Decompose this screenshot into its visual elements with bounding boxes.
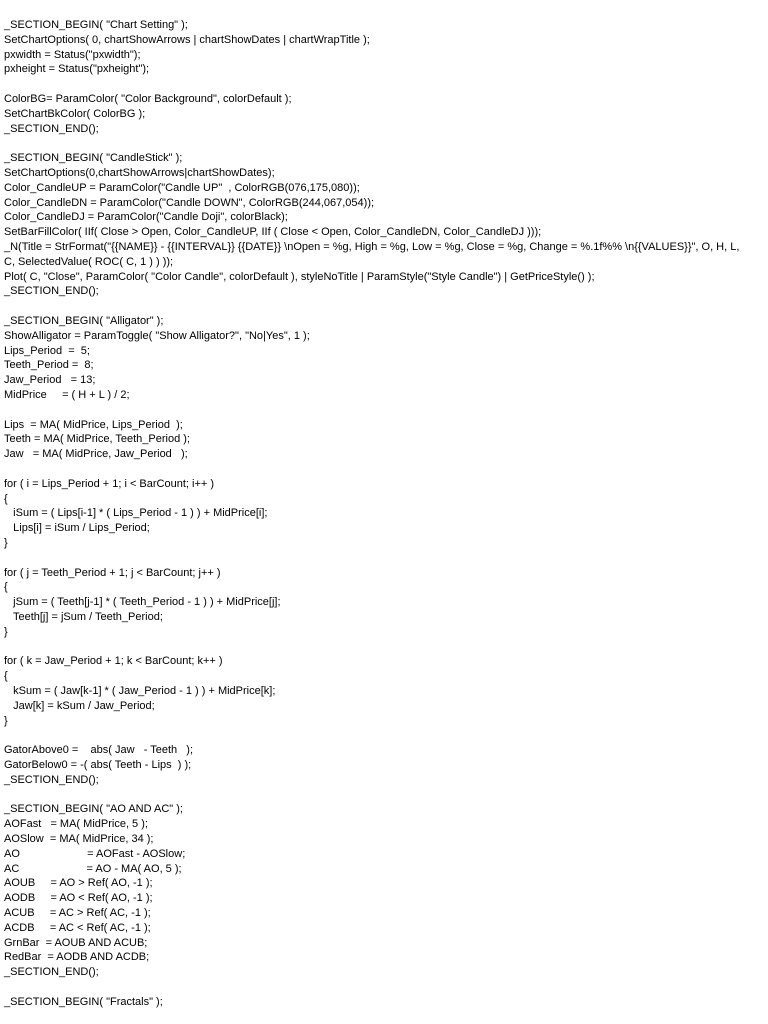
code-line: ColorBG= ParamColor( "Color Background", colorDefault ); xyxy=(4,93,292,105)
code-line: Teeth = MA( MidPrice, Teeth_Period ); xyxy=(4,433,190,446)
code-line: pxwidth = Status("pxwidth"); xyxy=(4,48,141,61)
code-line: SetChartBkColor( ColorBG ); xyxy=(4,107,146,120)
code-line: _SECTION_END(); xyxy=(4,773,99,786)
code-line: AOUB = AO > Ref( AO, -1 ); xyxy=(4,877,153,890)
code-line: } xyxy=(4,537,8,549)
code-line: } xyxy=(4,625,8,638)
code-line: MidPrice = ( H + L ) / 2; xyxy=(4,389,130,401)
code-line: ACUB = AC > Ref( AC, -1 ); xyxy=(4,907,151,919)
code-line: ACDB = AC < Ref( AC, -1 ); xyxy=(4,921,151,934)
code-line: for ( i = Lips_Period + 1; i < BarCount; i++ ) xyxy=(4,477,215,490)
code-line: _SECTION_END(); xyxy=(4,122,99,135)
code-line: SetBarFillColor( IIf( Close > Open, Color_CandleUP, IIf ( Close < Open, Color_CandleDN, Color_CandleDJ ))); xyxy=(4,226,542,239)
code-line: _N(Title = StrFormat("{{NAME}} - {{INTERVAL}} {{DATE}} \nOpen = %g, High = %g, Low = %g, Close = %g, Change = %.1f%% \n{{VALUES}}", O, H, L, xyxy=(4,241,740,253)
code-line: for ( j = Teeth_Period + 1; j < BarCount; j++ ) xyxy=(4,566,221,579)
code-line: Color_CandleUP = ParamColor("Candle UP" , ColorRGB(076,175,080)); xyxy=(4,181,360,194)
code-line: AODB = AO < Ref( AO, -1 ); xyxy=(4,892,153,905)
code-line: Lips = MA( MidPrice, Lips_Period ); xyxy=(4,418,183,431)
code-line: _SECTION_BEGIN( "Alligator" ); xyxy=(4,315,164,327)
code-line: Teeth[j] = jSum / Teeth_Period; xyxy=(4,611,163,623)
code-line: iSum = ( Lips[i-1] * ( Lips_Period - 1 ) ) + MidPrice[i]; xyxy=(4,507,268,520)
code-line: Color_CandleDN = ParamColor("Candle DOWN", ColorRGB(244,067,054)); xyxy=(4,196,375,209)
code-line: Lips_Period = 5; xyxy=(4,344,90,357)
code-line: { xyxy=(4,670,8,683)
code-line: _SECTION_END(); xyxy=(4,285,99,298)
code-line: _SECTION_BEGIN( "CandleStick" ); xyxy=(4,152,183,165)
code-line: _SECTION_BEGIN( "Fractals" ); xyxy=(4,995,163,1008)
code-line: Color_CandleDJ = ParamColor("Candle Doji", colorBlack); xyxy=(4,211,288,224)
code-line: Jaw = MA( MidPrice, Jaw_Period ); xyxy=(4,448,188,461)
code-line: RedBar = AODB AND ACDB; xyxy=(4,951,150,964)
code-line: AO = AOFast - AOSlow; xyxy=(4,847,186,860)
code-line: SetChartOptions(0,chartShowArrows|chartShowDates); xyxy=(4,167,275,179)
code-line: AOSlow = MA( MidPrice, 34 ); xyxy=(4,833,154,845)
code-line: Lips[i] = iSum / Lips_Period; xyxy=(4,522,150,535)
code-line: _SECTION_END(); xyxy=(4,966,99,979)
code-line: ShowAlligator = ParamToggle( "Show Alligator?", "No|Yes", 1 ); xyxy=(4,329,310,342)
code-line: Jaw_Period = 13; xyxy=(4,374,96,387)
code-line: Teeth_Period = 8; xyxy=(4,359,94,372)
code-line: { xyxy=(4,492,8,505)
code-line: _SECTION_BEGIN( "Chart Setting" ); xyxy=(4,19,188,31)
code-line: { xyxy=(4,581,8,594)
code-line: Jaw[k] = kSum / Jaw_Period; xyxy=(4,699,155,712)
code-line: AOFast = MA( MidPrice, 5 ); xyxy=(4,818,148,831)
code-line: C, SelectedValue( ROC( C, 1 ) ) )); xyxy=(4,255,174,268)
code-line: GatorBelow0 = -( abs( Teeth - Lips ) ); xyxy=(4,759,192,771)
code-line: jSum = ( Teeth[j-1] * ( Teeth_Period - 1 ) ) + MidPrice[j]; xyxy=(4,596,281,609)
code-line: GatorAbove0 = abs( Jaw - Teeth ); xyxy=(4,744,194,757)
code-line: pxheight = Status("pxheight"); xyxy=(4,63,150,76)
code-line: } xyxy=(4,714,8,727)
code-line: _SECTION_BEGIN( "AO AND AC" ); xyxy=(4,803,183,816)
code-line: kSum = ( Jaw[k-1] * ( Jaw_Period - 1 ) ) + MidPrice[k]; xyxy=(4,685,276,697)
code-line: GrnBar = AOUB AND ACUB; xyxy=(4,936,148,949)
code-line: for ( k = Jaw_Period + 1; k < BarCount; k++ ) xyxy=(4,655,223,668)
code-line: SetChartOptions( 0, chartShowArrows | chartShowDates | chartWrapTitle ); xyxy=(4,33,370,46)
code-line: AC = AO - MA( AO, 5 ); xyxy=(4,862,182,875)
code-line: Plot( C, "Close", ParamColor( "Color Candle", colorDefault ), styleNoTitle | ParamStyle("Style Candle") | GetPriceStyle() ); xyxy=(4,270,595,283)
